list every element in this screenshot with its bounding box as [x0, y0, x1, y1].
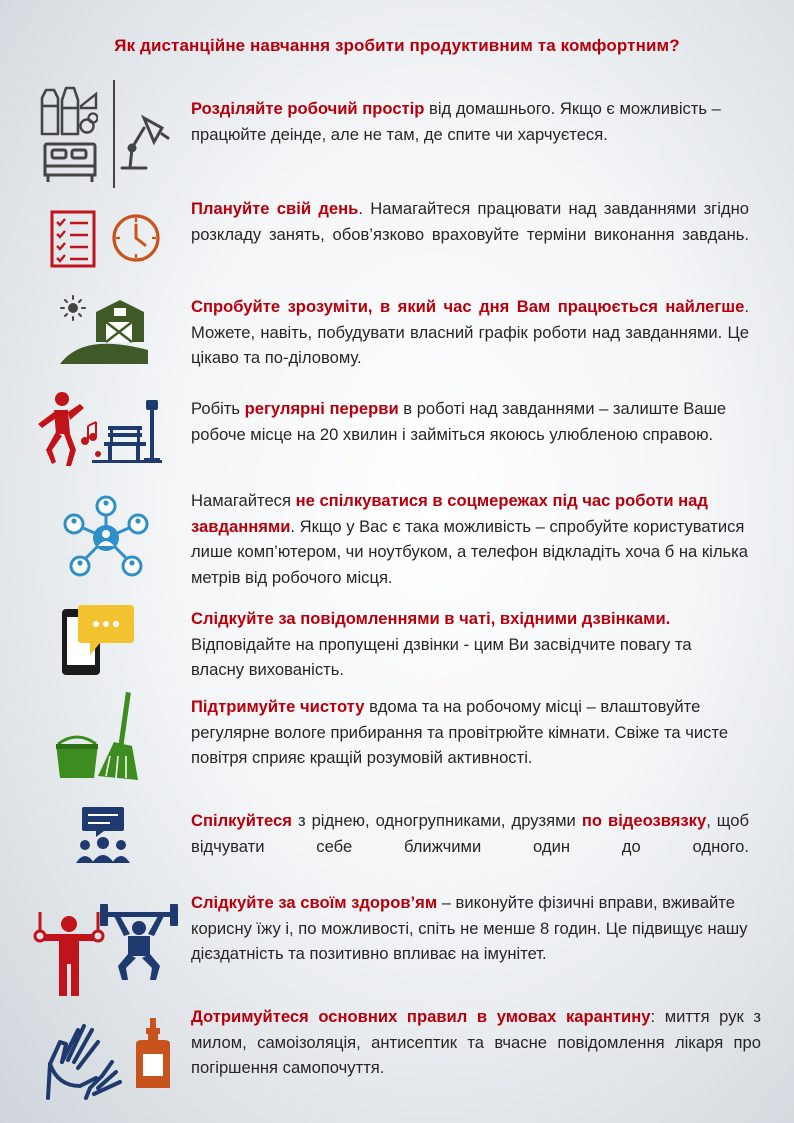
desk-lamp-icon	[118, 112, 174, 172]
tip-highlight: Спілкуйтеся	[191, 811, 292, 830]
weightlifter-icon	[98, 904, 180, 984]
social-network-icon	[62, 494, 150, 580]
tip-text: Робіть	[191, 399, 245, 418]
bed-icon	[42, 140, 98, 184]
tip-text: . Якщо у Вас є така можливість – спробуйте користуватися лише комп’ютером, чи ноутбуком, а телефон відкладіть хоча б на кілька метрів від робочого місця.	[191, 516, 749, 587]
tip-highlight: Підтримуйте чистоту	[191, 697, 365, 716]
tip-chat-calls	[191, 606, 749, 683]
tip-highlight: Дотримуйтеся основних правил в умовах карантину	[191, 1007, 651, 1026]
tip-highlight: Спробуйте зрозуміти, в який час дня Вам працюється найлегше	[191, 297, 745, 316]
bucket-icon	[52, 730, 102, 780]
tip-highlight: по відеозвязку	[581, 811, 707, 830]
tip-highlight: Розділяйте робочий простір	[191, 99, 425, 118]
tip-health	[191, 890, 749, 967]
tip-highlight: Слідкуйте за своїм здоров’ям	[191, 893, 438, 912]
park-bench-icon	[92, 398, 168, 464]
tip-text: , щоб відчувати себе ближчими один до одного.	[191, 811, 750, 856]
tip-text: Відповідайте на пропущені дзвінки - цим Ви засвідчите повагу та власну вихованість.	[191, 634, 692, 679]
tip-text: вдома та на робочому місці – влаштовуйте регулярне вологе прибирання та провітрюйте кімнати. Свіже та чисте повітря сприяє кращій розумовій активності.	[191, 697, 729, 767]
soap-bottle-icon	[132, 1018, 176, 1090]
tip-cleanliness	[191, 694, 749, 771]
phone-chat-icon	[60, 603, 136, 679]
tip-highlight: не спілкуватися в соцмережах під час роботи над завданнями	[191, 491, 708, 536]
tip-workspace	[191, 96, 749, 147]
tip-text: . Намагайтеся працювати над завданнями згідно розкладу занять, обов’язково враховуйте терміни виконання завдань.	[191, 199, 749, 244]
tip-social-media	[191, 488, 749, 590]
hands-icon	[40, 1016, 126, 1100]
tip-productive-time	[191, 294, 749, 371]
tip-highlight: регулярні перерви	[244, 399, 399, 418]
tip-text: – виконуйте фізичні вправи, вживайте корисну їжу і, по можливості, спіть не менше 8 годин. Це підвищує нашу дієздатність та позитивно впливає на імунітет.	[191, 893, 748, 963]
divider-line	[113, 80, 115, 188]
tip-highlight: Плануйте свій день	[191, 199, 359, 218]
tip-video-call	[191, 808, 749, 859]
gymnast-icon	[32, 910, 106, 998]
farm-sun-icon	[58, 294, 150, 366]
tip-text: від домашнього. Якщо є можливість – працюйте деінде, але не там, де спите чи харчуєтеся.	[191, 99, 721, 144]
food-icon	[38, 84, 98, 138]
tip-highlight: Слідкуйте за повідомленнями в чаті, вхідними дзвінками.	[191, 609, 671, 628]
broom-icon	[96, 690, 140, 782]
clock-icon	[110, 212, 162, 264]
tip-breaks	[191, 396, 741, 447]
tip-plan-day	[191, 196, 749, 247]
tip-text: : миття рук з милом, самоізоляція, антисептик та вчасне повідомлення лікаря про погіршення самопочуття.	[191, 1007, 761, 1077]
tip-text: Намагайтеся	[191, 491, 296, 510]
tip-quarantine-rules	[191, 1004, 761, 1081]
tip-text: в роботі над завданнями – залиште Ваше робоче місце на 20 хвилин і займіться якоюсь улюбленою справою.	[191, 399, 727, 444]
checklist-icon	[50, 210, 96, 268]
tip-text: з ріднею, одногрупниками, друзями	[291, 811, 582, 830]
video-meeting-icon	[74, 805, 132, 863]
tip-text: . Можете, навіть, побудувати власний графік роботи над завданнями. Це цікаво та по-діловому.	[191, 297, 749, 367]
page-title: Як дистанційне навчання зробити продуктивним та комфортним?	[114, 36, 680, 55]
